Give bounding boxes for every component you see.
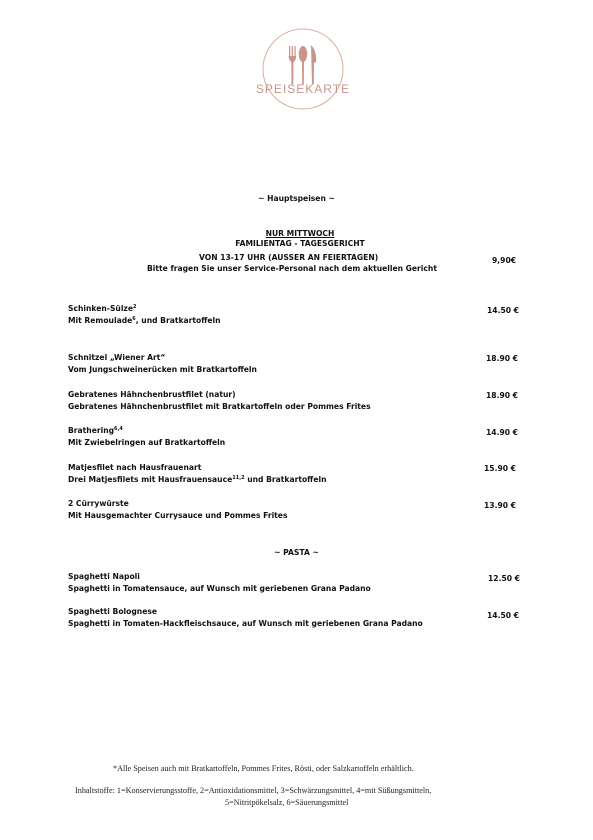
menu-item-spaghetti-napoli (68, 571, 371, 594)
item-price: 18.90 € (486, 354, 518, 363)
item-name: Spaghetti Napoli (68, 572, 140, 581)
item-desc: Mit Zwiebelringen auf Bratkartoffeln (68, 437, 226, 447)
item-name: Brathering$^{6,4}$ (68, 426, 123, 435)
fork-spoon-knife-icon (260, 26, 346, 112)
item-name: Matjesfilet nach Hausfrauenart (68, 463, 202, 472)
menu-item-spaghetti-bolognese (68, 606, 423, 629)
section-heading-pasta: ~ PASTA ~ (274, 548, 319, 557)
footer-note: *Alle Speisen auch mit Bratkartoffeln, Pommes Frites, Rösti, oder Salzkartoffeln erhältlich. (113, 764, 414, 773)
logo-title: SPEISEKARTE (255, 82, 351, 96)
section-heading-main: ~ Hauptspeisen ~ (258, 194, 335, 203)
special-block (140, 229, 460, 249)
special-note: Bitte fragen Sie unser Service-Personal nach dem aktuellen Gericht (147, 264, 437, 273)
item-name: Gebratenes Hähnchenbrustfilet (natur) (68, 390, 236, 399)
menu-item-schnitzel (68, 352, 257, 375)
special-day: NUR MITTWOCH (265, 229, 335, 238)
footer-additives-line2: 5=Nitritpökelsalz, 6=Säuerungsmittel (225, 798, 349, 807)
item-desc: Drei Matjesfilets mit Hausfrauensauce$^{11,2}$ und Bratkartoffeln (68, 474, 327, 484)
item-price: 18.90 € (486, 391, 518, 400)
menu-item-haehnchenbrustfilet (68, 389, 371, 412)
item-price: 15.90 € (484, 464, 516, 473)
item-desc: Mit Remoulade$^6$, und Bratkartoffeln (68, 315, 221, 325)
item-price: 12.50 € (488, 574, 520, 583)
item-price: 14.50 € (487, 306, 519, 315)
special-time: VON 13-17 UHR (AUSSER AN FEIERTAGEN) (199, 253, 379, 262)
item-price: 14.90 € (486, 428, 518, 437)
item-desc: Gebratenes Hähnchenbrustfilet mit Bratkartoffeln oder Pommes Frites (68, 401, 371, 411)
item-desc: Spaghetti in Tomaten-Hackfleischsauce, auf Wunsch mit geriebenen Grana Padano (68, 618, 423, 628)
item-name: Schinken-Sülze$^2$ (68, 304, 137, 313)
special-title: FAMILIENTAG - TAGESGERICHT (235, 239, 365, 248)
footer-additives-line1: Inhaltstoffe: 1=Konservierungsstoffe, 2=Antioxidationsmittel, 3=Schwärzungsmittel, 4=mit Süßungsmitteln, (75, 786, 432, 795)
special-price: 9,90€ (492, 256, 517, 265)
item-desc: Spaghetti in Tomatensauce, auf Wunsch mit geriebenen Grana Padano (68, 583, 371, 593)
menu-item-brathering (68, 425, 225, 448)
item-name: Schnitzel „Wiener Art“ (68, 353, 166, 362)
item-price: 14.50 € (487, 611, 519, 620)
item-desc: Mit Hausgemachter Currysauce und Pommes Frites (68, 510, 288, 520)
menu-item-currywuerste (68, 498, 287, 521)
menu-item-schinken-suelze (68, 303, 221, 326)
item-name: 2 Cürrywürste (68, 499, 129, 508)
item-desc: Vom Jungschweinerücken mit Bratkartoffeln (68, 364, 257, 374)
menu-item-matjesfilet (68, 462, 327, 485)
item-name: Spaghetti Bolognese (68, 607, 158, 616)
item-price: 13.90 € (484, 501, 516, 510)
